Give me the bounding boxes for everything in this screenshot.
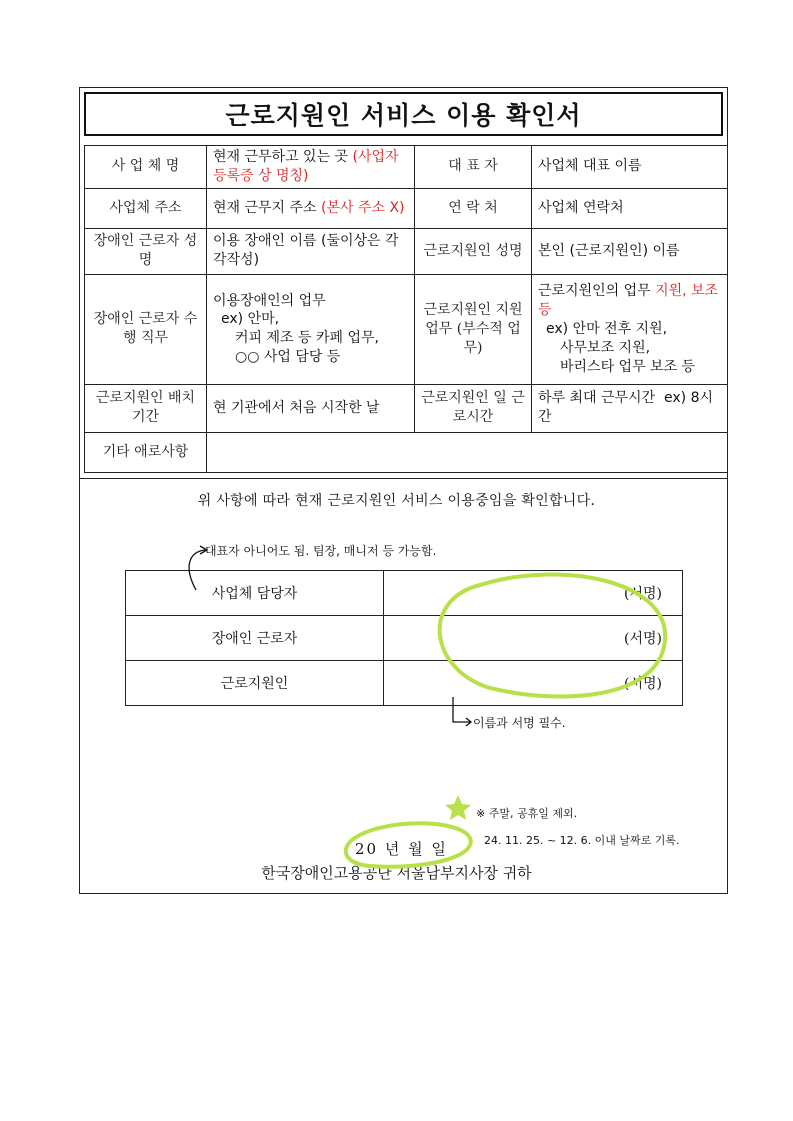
worker-name-value: 이용 장애인 이름 (둘이상은 각각작성) xyxy=(207,228,415,274)
document-title: 근로지원인 서비스 이용 확인서 xyxy=(84,92,723,136)
assistant-name-label: 근로지원인 성명 xyxy=(415,228,532,274)
assistant-name-value: 본인 (근로지원인) 이름 xyxy=(532,228,728,274)
assistant-duty-label: 근로지원인 지원업무 (부수적 업무) xyxy=(415,274,532,384)
assistant-duty-line: ex) 안마 전후 지원, xyxy=(546,320,668,337)
worker-duty-line: 커피 제조 등 카페 업무, xyxy=(235,330,379,347)
arrow-curve-icon xyxy=(189,550,205,590)
arrow-elbow-icon xyxy=(453,697,470,722)
highlight-circle-date xyxy=(346,823,471,867)
hours-example: ex) 8시간 xyxy=(538,390,713,426)
address-text: 현재 근무지 주소 xyxy=(213,199,317,216)
other-label: 기타 애로사항 xyxy=(85,432,207,472)
signature-field[interactable]: (서명) xyxy=(384,571,683,616)
date-line: 20 년 월 일 xyxy=(355,840,448,858)
signature-field[interactable]: (서명) xyxy=(384,616,683,661)
address-label: 사업체 주소 xyxy=(85,188,207,228)
worker-duty-label: 장애인 근로자 수행 직무 xyxy=(85,274,207,384)
hours-label: 근로지원인 일 근로시간 xyxy=(415,384,532,432)
assistant-duty-line: 사무보조 지원, xyxy=(560,339,651,356)
handwritten-note-signature: 이름과 서명 필수. xyxy=(473,716,566,730)
placement-label: 근로지원인 배치 기간 xyxy=(85,384,207,432)
worker-duty-line: ex) 안마, xyxy=(221,311,280,328)
company-name-note: (사업자등록증 상 명칭) xyxy=(213,149,399,184)
handwritten-note-holiday: ※ 주말, 공휴일 제외. xyxy=(476,807,578,820)
assistant-duty-note: 지원, 보조 등 xyxy=(538,283,719,318)
confirm-statement: 위 사항에 따라 현재 근로지원인 서비스 이용중임을 확인합니다. xyxy=(197,493,596,509)
highlight-star-icon xyxy=(445,795,471,820)
placement-value: 현 기관에서 처음 시작한 날 xyxy=(207,384,415,432)
signature-role: 사업체 담당자 xyxy=(126,571,384,616)
highlight-circle-signature xyxy=(440,574,665,696)
signature-field[interactable]: (서명) xyxy=(384,661,683,706)
handwritten-note-date-range: 24. 11. 25. ~ 12. 6. 이내 날짜로 기록. xyxy=(484,834,680,847)
company-name-label: 사 업 체 명 xyxy=(85,146,207,189)
address-note: (본사 주소 X) xyxy=(321,199,405,216)
worker-duty-line: 이용장애인의 업무 xyxy=(213,292,326,309)
worker-duty-line: ○○ 사업 담당 등 xyxy=(235,349,341,366)
ceo-value: 사업체 대표 이름 xyxy=(532,146,728,189)
company-name-text: 현재 근무하고 있는 곳 xyxy=(213,149,349,165)
hours-text: 하루 최대 근무시간 xyxy=(538,390,656,407)
recipient-line: 한국장애인고용공단 서울남부지사장 귀하 xyxy=(261,864,532,882)
worker-name-label: 장애인 근로자 성명 xyxy=(85,228,207,274)
handwritten-note-representative: 대표자 아니어도 됨. 팀장, 매니저 등 가능함. xyxy=(205,544,437,558)
assistant-duty-title: 근로지원인의 업무 xyxy=(538,283,651,300)
contact-value: 사업체 연락처 xyxy=(532,188,728,228)
contact-label: 연 락 처 xyxy=(415,188,532,228)
signature-role: 근로지원인 xyxy=(126,661,384,706)
signature-role: 장애인 근로자 xyxy=(126,616,384,661)
assistant-duty-line: 바리스타 업무 보조 등 xyxy=(560,358,696,375)
ceo-label: 대 표 자 xyxy=(415,146,532,189)
